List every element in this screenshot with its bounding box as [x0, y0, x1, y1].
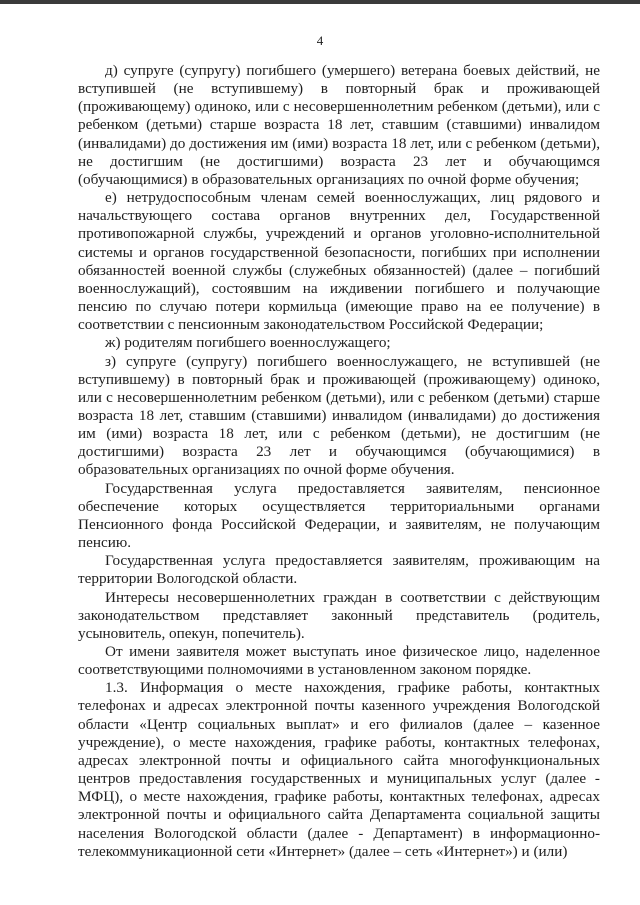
paragraph-minors: Интересы несовершеннолетних граждан в соответствии с действующим законодательством представляет законный представитель (родитель, усыновитель, опекун, попечитель).: [78, 588, 600, 642]
paragraph-representative: От имени заявителя может выступать иное физическое лицо, наделенное соответствующими полномочиями в установленном законом порядке.: [78, 643, 600, 679]
paragraph-section-1-3: 1.3. Информация о месте нахождения, графике работы, контактных телефонах и адресах электронной почты казенного учреждения Вологодской области «Центр социальных выплат» и его филиалов (далее – казенное учреждение), о месте нахождения, графике работы, контактных телефонах, адресах электронной почты и официального сайта многофункциональных центров предоставления государственных и муниципальных услуг (далее - МФЦ), о месте нахождения, графике работы, контактных телефонах, адресах электронной почты и официального сайта Департамента социальной защиты населения Вологодской области (далее - Департамент) в информационно-телекоммуникационной сети «Интернет» (далее – сеть «Интернет») и (или): [78, 679, 600, 860]
document-body: [78, 62, 600, 861]
paragraph-residence: Государственная услуга предоставляется заявителям, проживающим на территории Вологодской области.: [78, 552, 600, 588]
paragraph-pension-applicants: Государственная услуга предоставляется заявителям, пенсионное обеспечение которых осуществляется территориальными органами Пенсионного фонда Российской Федерации, и заявителям, не получающим пенсию.: [78, 479, 600, 552]
paragraph-zh: ж) родителям погибшего военнослужащего;: [105, 334, 391, 352]
paragraph-z: з) супруге (супругу) погибшего военнослужащего, не вступившей (не вступившему) в повторный брак и проживающей (проживающему) одиноко, или с несовершеннолетним ребенком (детьми), или с ребенком (детьми) старше возраста 18 лет, ставшим (ставшими) инвалидом (инвалидами) до достижения им (ими) возраста 18 лет, или с ребенком (детьми), не достигшим (не достигшими) возраста 23 лет и обучающимся (обучающимися) в образовательных организациях по очной форме обучения.: [78, 352, 600, 479]
paragraph-d: д) супруге (супругу) погибшего (умершего) ветерана боевых действий, не вступившей (не вступившему) в повторный брак и проживающей (проживающему) одиноко, или с несовершеннолетним ребенком (детьми), или с ребенком (детьми) старше возраста 18 лет, ставшим (ставшими) инвалидом (инвалидами) до достижения им (ими) возраста 18 лет, или с ребенком (детьми), не достигшим (не достигшими) возраста 23 лет и обучающимся (обучающимися) в образовательных организациях по очной форме обучения;: [78, 62, 600, 188]
top-rule: [0, 0, 640, 4]
paragraph-e: е) нетрудоспособным членам семей военнослужащих, лиц рядового и начальствующего состава органов внутренних дел, Государственной противопожарной службы, учреждений и органов уголовно-исполнительной системы и органов государственной безопасности, погибших при исполнении обязанностей военной службы (служебных обязанностей) (далее – погибший военнослужащий), состоявшим на иждивении погибшего и получающие пенсию по случаю потери кормильца (имеющие право на ее получение) в соответствии с пенсионным законодательством Российской Федерации;: [78, 189, 600, 334]
page-number: 4: [316, 33, 324, 48]
